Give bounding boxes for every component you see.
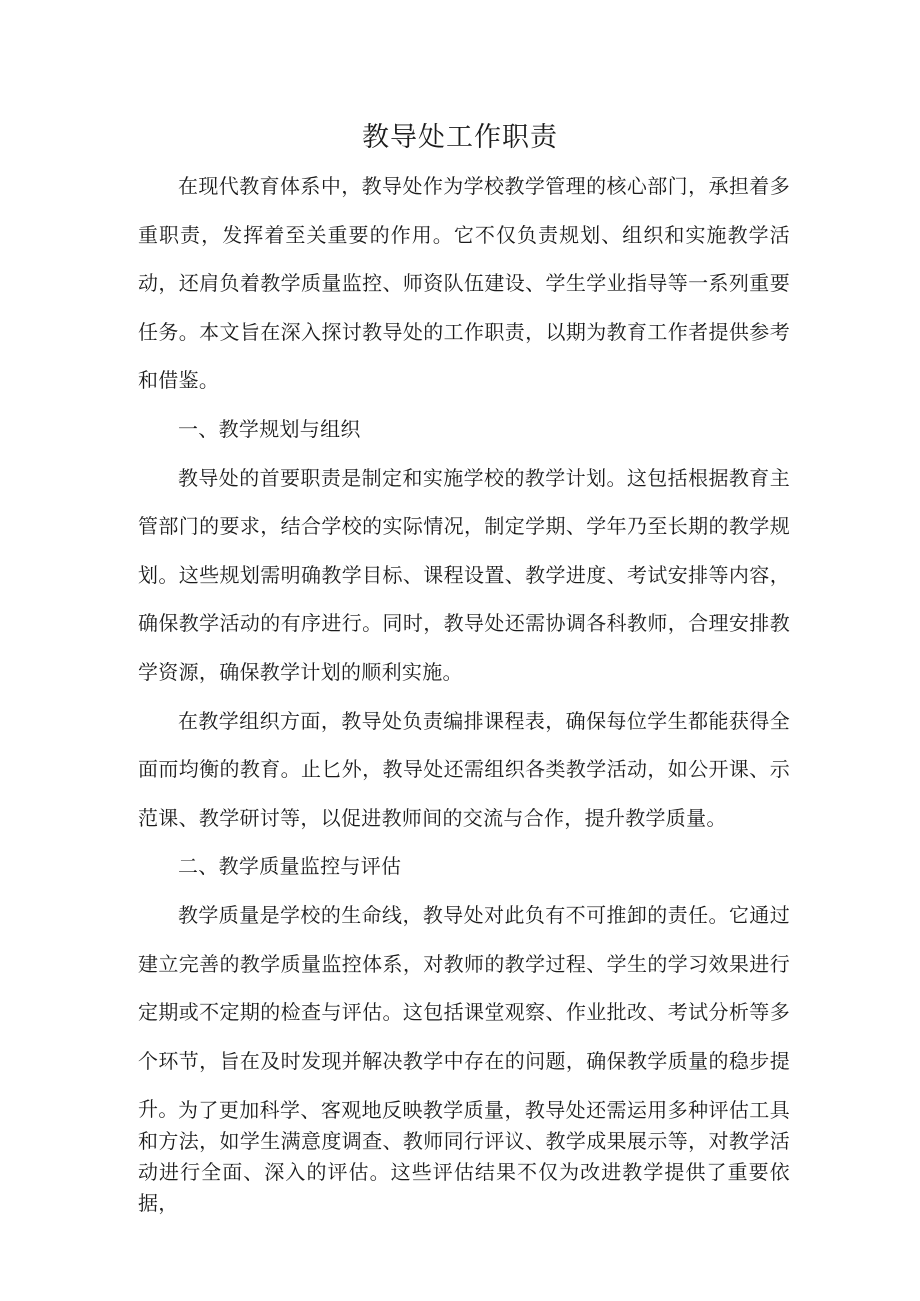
section-heading-quality: 二、教学质量监控与评估 (178, 854, 402, 879)
paragraph: 教导处的首要职责是制定和实施学校的教学计划。这包括根据教育主管部门的要求，结合学校的实际情况，制定学期、学年乃至长期的教学规划。这些规划需明确教学目标、课程设置、教学进度、考试安排等内容，确保教学活动的有序进行。同时，教导处还需协调各科教师，合理安排教学资源，确保教学计划的顺利实施。 (138, 465, 790, 684)
intro-paragraph: 在现代教育体系中，教导处作为学校教学管理的核心部门，承担着多重职责，发挥着至关重要的作用。它不仅负责规划、组织和实施教学活动，还肩负着教学质量监控、师资队伍建设、学生学业指导等一系列重要任务。本文旨在深入探讨教导处的工作职责，以期为教育工作者提供参考和借鉴。 (138, 174, 790, 393)
paragraph: 教学质量是学校的生命线，教导处对此负有不可推卸的责任。它通过建立完善的教学质量监控体系，对教师的教学过程、学生的学习效果进行定期或不定期的检查与评估。这包括课堂观察、作业批改、考试分析等多个环节，旨在及时发现并解决教学中存在的问题，确保教学质量的稳步提升。 (138, 902, 790, 1122)
section-heading-planning: 一、教学规划与组织 (178, 416, 361, 441)
document-body (138, 162, 790, 1134)
document-body-continued (138, 1095, 790, 1219)
page-title: 教导处工作职责 (362, 122, 558, 153)
paragraph: 在教学组织方面，教导处负责编排课程表，确保每位学生都能获得全面而均衡的教育。止匕外，教导处还需组织各类教学活动，如公开课、示范课、教学研讨等，以促进教师间的交流与合作，提升教学质量。 (138, 708, 790, 830)
paragraph: 为了更加科学、客观地反映教学质量，教导处还需运用多种评估工具和方法，如学生满意度调查、教师同行评议、教学成果展示等，对教学活动进行全面、深入的评估。这些评估结果不仅为改进教学提供了重要依据， (138, 1098, 790, 1215)
